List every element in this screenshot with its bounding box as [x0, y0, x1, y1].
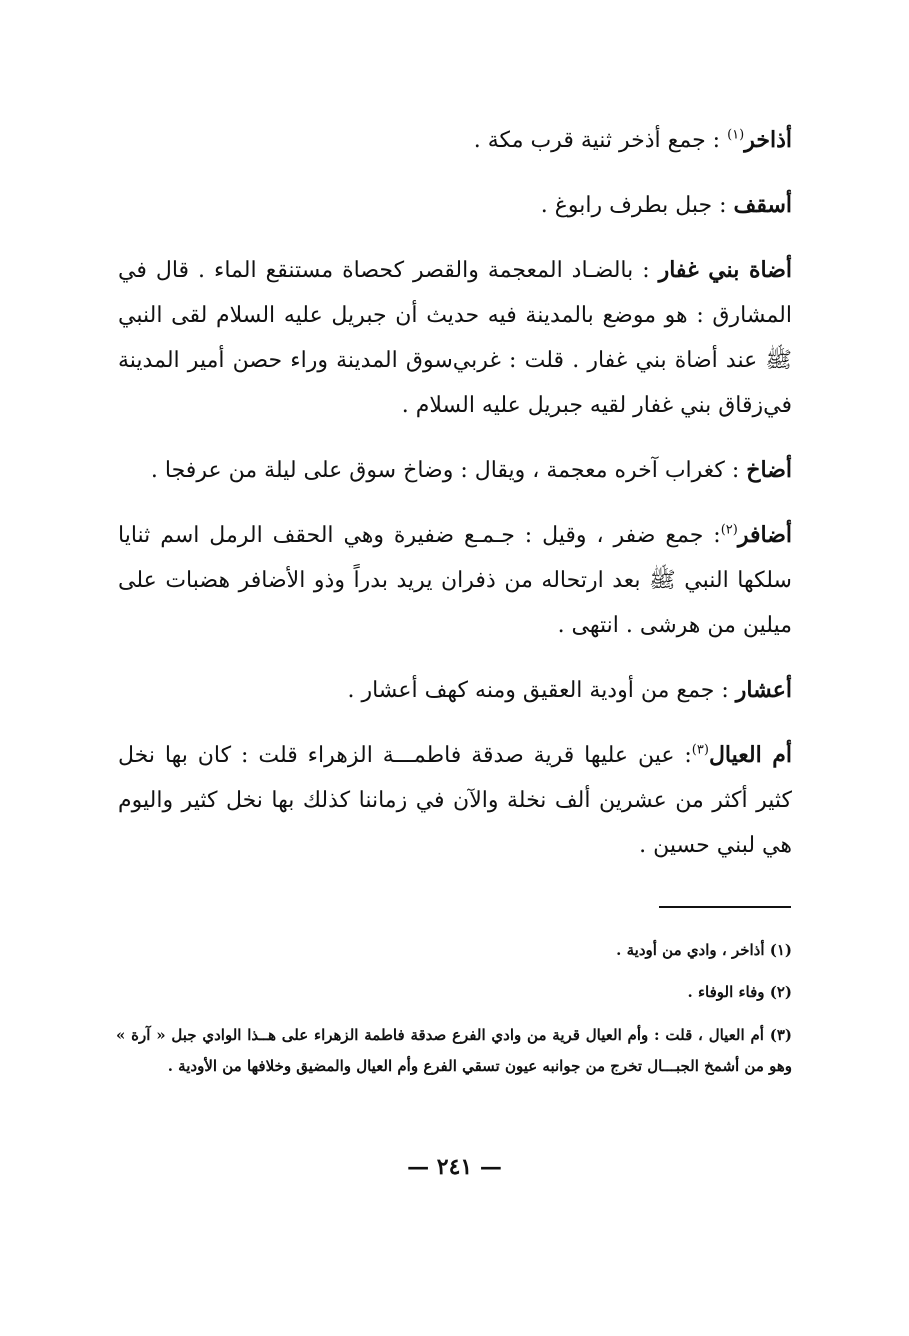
entry-text: : جمع من أودية العقيق ومنه كهف أعشار .: [347, 678, 736, 703]
entry-text: : جمع ضفر ، وقيل : جـمـع ضفيرة وهي الحقف الرمل اسم ثنايا سلكها النبي ﷺ بعد ارتحاله من ذفران يريد بدراً وذو الأضافر هضبات على ميلين من هرشى . انتهى .: [118, 523, 792, 638]
footnote-divider: [659, 906, 791, 908]
entry-asqaf: [118, 183, 792, 228]
entry-head: أذاخر: [744, 127, 792, 153]
entry-adat-bani-ghifar: [118, 248, 792, 428]
entry-adakh: [118, 448, 792, 493]
entry-text: : كغراب آخره معجمة ، ويقال : وضاخ سوق على ليلة من عرفجا .: [150, 458, 747, 483]
entry-umm-al-iyal: [118, 733, 792, 868]
footnotes: [116, 936, 792, 1096]
entry-head: أضاة بني غفار: [658, 257, 792, 283]
footnote-3: (٣) أم العيال ، قلت : وأم العيال قرية من وادي الفرع صدقة فاطمة الزهراء على هــذا الوادي جبل « آرة » وهو من أشمخ الجبـــال تخرج من جوانبه عيون تسقي الفرع وأم العيال والمضيق وخلافها من الأودية .: [116, 1026, 792, 1075]
entry-text: : جمع أذخر ثنية قرب مكة .: [473, 128, 728, 153]
entry-head: أم العيال: [708, 742, 793, 768]
entry-adhakhir: [118, 118, 792, 163]
entry-text: : جبل بطرف رابوغ .: [540, 193, 734, 218]
entry-text: : عين عليها قرية صدقة فاطمـــة الزهراء قلت : كان بها نخل كثير أكثر من عشرين ألف نخلة والآن في زماننا كذلك بها نخل كثير واليوم هي لبني حسين .: [118, 743, 792, 858]
footnote-ref: (٢): [720, 522, 738, 538]
page-number: — ٢٤١ —: [407, 1154, 502, 1180]
footnote-ref: (١): [727, 127, 745, 143]
footnote-2: (٢) وفاء الوفاء .: [687, 983, 792, 1001]
entry-ashar: [118, 668, 792, 713]
main-text: [118, 118, 792, 888]
entry-adafir: [118, 513, 792, 648]
entry-head: أعشار: [735, 677, 792, 703]
footnote-ref: (٣): [691, 742, 709, 758]
footnote-1: (١) أذاخر ، وادي من أودية .: [616, 941, 792, 959]
entry-head: أضافر: [737, 522, 792, 548]
entry-head: أسقف: [733, 192, 792, 218]
entry-head: أضاخ: [746, 457, 792, 483]
entry-text: : بالضـاد المعجمة والقصر كحصاة مستنقع الماء . قال في المشارق : هو موضع بالمدينة فيه حديث أن جبريل عليه السلام لقى النبي ﷺ عند أضاة بني غفار . قلت : غربي‌سوق المدينة وراء حصن أمير المدينة في‌زقاق بني غفار لقيه جبريل عليه السلام .: [118, 258, 792, 418]
